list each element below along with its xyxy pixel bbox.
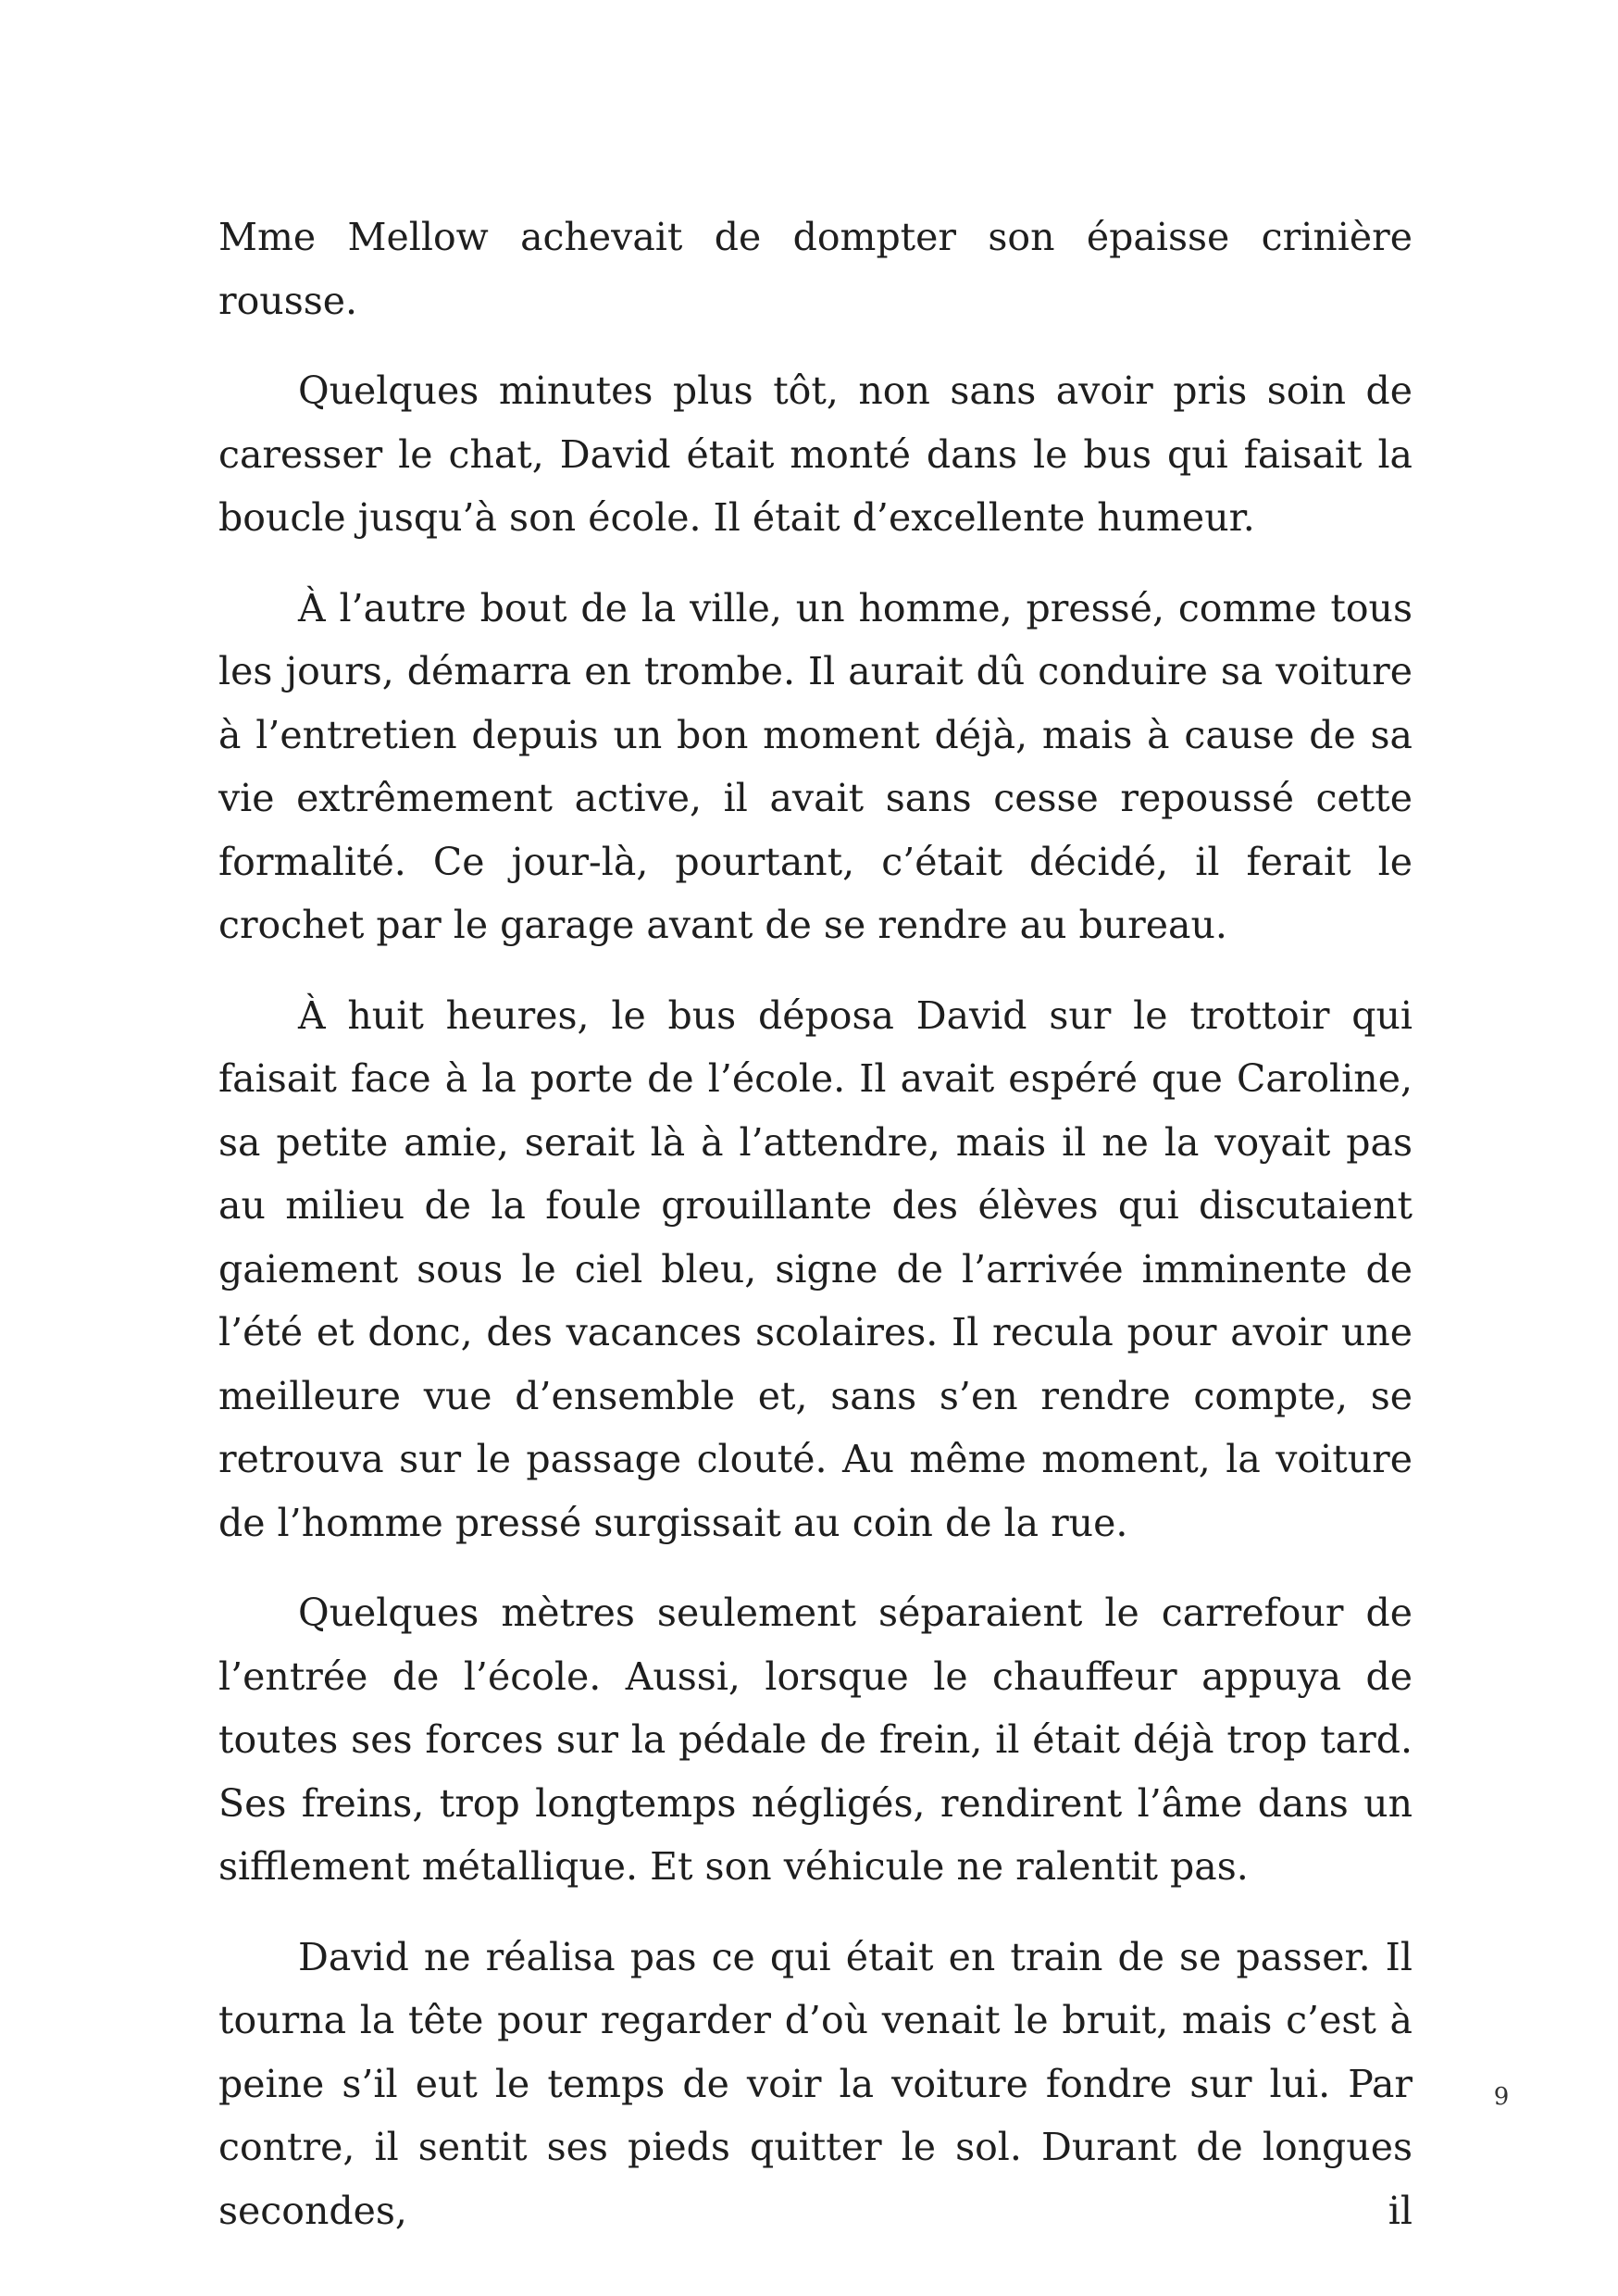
paragraph: Quelques mètres seulement séparaient le carrefour de l’entrée de l’école. Aussi, lorsque le chauffeur appuya de toutes ses forces sur la pédale de frein, il était déjà trop tard. Ses freins, trop longtemps négligés, rendirent l’âme dans un sifflement métallique. Et son véhicule ne ralentit pas. <box>218 1591 1413 1889</box>
paragraph: Quelques minutes plus tôt, non sans avoir pris soin de caresser le chat, David était monté dans le bus qui faisait la boucle jusqu’à son école. Il était d’excellente humeur. <box>218 368 1413 540</box>
paragraph: À huit heures, le bus déposa David sur le trottoir qui faisait face à la porte de l’école. Il avait espéré que Caroline, sa petite amie, serait là à l’attendre, mais il ne la voyait pas au milieu de la foule grouillante des élèves qui discutaient gaiement sous le ciel bleu, signe de l’arrivée imminente de l’été et donc, des vacances scolaires. Il recula pour avoir une meilleure vue d’ensemble et, sans s’en rendre compte, se retrouva sur le passage clouté. Au même moment, la voiture de l’homme pressé surgissait au coin de la rue. <box>218 992 1413 1545</box>
paragraph: À l’autre bout de la ville, un homme, pressé, comme tous les jours, démarra en trombe. Il aurait dû conduire sa voiture à l’entretien depuis un bon moment déjà, mais à cause de sa vie extrêmement active, il avait sans cesse repoussé cette formalité. Ce jour-là, pourtant, c’était décidé, il ferait le crochet par le garage avant de se rendre au bureau. <box>218 585 1413 947</box>
page-number: 9 <box>1493 2083 1510 2111</box>
body-text <box>218 206 1413 2269</box>
paragraph: Mme Mellow achevait de dompter son épaisse crinière rousse. <box>218 215 1413 323</box>
paragraph: David ne réalisa pas ce qui était en train de se passer. Il tourna la tête pour regarder d’où venait le bruit, mais c’est à peine s’il eut le temps de voir la voiture fondre sur lui. Par contre, il sentit ses pieds quitter le sol. Durant de longues secondes, il <box>218 1934 1413 2233</box>
